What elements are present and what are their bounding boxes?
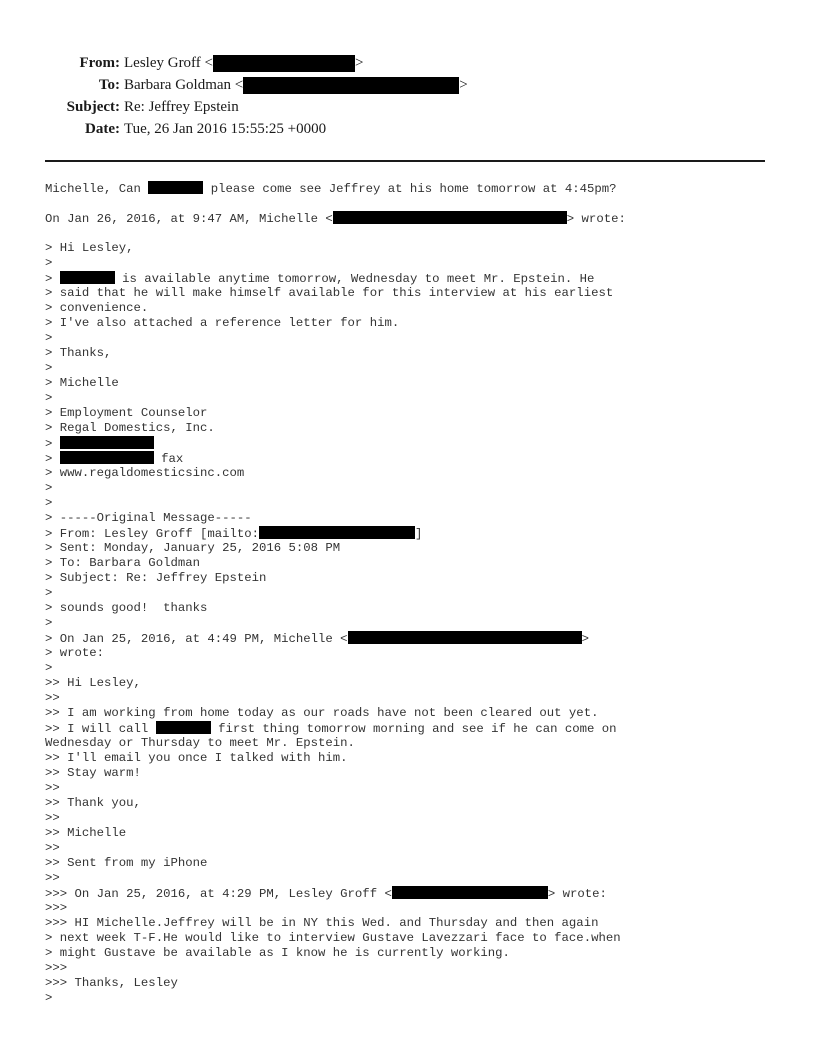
blank-line	[45, 196, 626, 211]
body-line	[45, 631, 626, 646]
body-line: >	[45, 361, 53, 375]
close-bracket: >	[459, 77, 468, 93]
body-line	[45, 271, 626, 286]
redaction	[348, 631, 582, 644]
email-body	[45, 181, 626, 1006]
body-line: >	[45, 586, 53, 600]
redaction	[392, 886, 548, 899]
to-row	[0, 74, 816, 96]
body-line: >>	[45, 811, 60, 825]
date-value: Tue, 26 Jan 2016 15:55:25 +0000	[124, 121, 327, 137]
text: first thing tomorrow morning and see if he can come on	[210, 722, 617, 736]
text: >> I will call	[45, 722, 156, 736]
blank-line	[45, 226, 626, 241]
text: > wrote:	[566, 212, 626, 226]
text: > On Jan 25, 2016, at 4:49 PM, Michelle <	[45, 632, 348, 646]
redaction	[60, 271, 115, 284]
body-line: Wednesday or Thursday to meet Mr. Epstein.	[45, 736, 355, 750]
body-line: > -----Original Message-----	[45, 511, 252, 525]
body-line: >> Sent from my iPhone	[45, 856, 208, 870]
body-line: >> Michelle	[45, 826, 127, 840]
body-line: >	[45, 256, 53, 270]
redaction	[243, 77, 459, 94]
body-line: > I've also attached a reference letter for him.	[45, 316, 400, 330]
body-line: >>	[45, 841, 60, 855]
body-line: > Regal Domestics, Inc.	[45, 421, 215, 435]
body-line	[45, 451, 626, 466]
body-line: >>	[45, 871, 60, 885]
close-bracket: >	[355, 55, 364, 71]
body-line: > Michelle	[45, 376, 119, 390]
header-divider	[45, 160, 765, 162]
text: Michelle, Can	[45, 182, 149, 196]
body-line: > said that he will make himself available for this interview at his earliest	[45, 286, 614, 300]
body-line: >	[45, 391, 53, 405]
body-line: >	[45, 481, 53, 495]
text: >	[45, 452, 60, 466]
body-line: > next week T-F.He would like to interview Gustave Lavezzari face to face.when	[45, 931, 621, 945]
text: >	[45, 272, 60, 286]
from-label: From:	[79, 55, 120, 71]
subject-row	[0, 96, 816, 118]
body-line: > To: Barbara Goldman	[45, 556, 200, 570]
body-line: >	[45, 991, 53, 1005]
from-name: Lesley Groff <	[124, 55, 213, 71]
body-line: > Employment Counselor	[45, 406, 208, 420]
body-line: >> Hi Lesley,	[45, 676, 141, 690]
body-line: >> Thank you,	[45, 796, 141, 810]
to-label: To:	[98, 77, 120, 93]
body-line	[45, 436, 626, 451]
body-line: >	[45, 496, 53, 510]
body-line	[45, 211, 626, 226]
body-line: >>> Thanks, Lesley	[45, 976, 178, 990]
text: please come see Jeffrey at his home tomorrow at 4:45pm?	[203, 182, 617, 196]
redaction	[213, 55, 355, 72]
body-line: >>	[45, 691, 60, 705]
body-line: >	[45, 616, 53, 630]
redaction	[259, 526, 415, 539]
text: fax	[153, 452, 184, 466]
redaction	[156, 721, 211, 734]
subject-label: Subject:	[66, 99, 120, 115]
body-line: >	[45, 331, 53, 345]
body-line	[45, 526, 626, 541]
redaction	[333, 211, 567, 224]
body-line: > Thanks,	[45, 346, 112, 360]
text: > From: Lesley Groff [mailto:	[45, 527, 260, 541]
body-line	[45, 181, 626, 196]
body-line: > Hi Lesley,	[45, 241, 134, 255]
subject-value: Re: Jeffrey Epstein	[124, 99, 239, 115]
date-row	[0, 118, 816, 140]
text: On Jan 26, 2016, at 9:47 AM, Michelle <	[45, 212, 333, 226]
body-line: >> Stay warm!	[45, 766, 141, 780]
body-line: >	[45, 661, 53, 675]
body-line: >>>	[45, 961, 68, 975]
from-value	[124, 52, 363, 74]
from-row	[0, 52, 816, 74]
body-line: > Sent: Monday, January 25, 2016 5:08 PM	[45, 541, 341, 555]
text: >>> On Jan 25, 2016, at 4:29 PM, Lesley Groff <	[45, 887, 392, 901]
body-line: >> I am working from home today as our roads have not been cleared out yet.	[45, 706, 599, 720]
redaction	[148, 181, 203, 194]
text: ]	[415, 527, 423, 541]
body-line: > wrote:	[45, 646, 105, 660]
body-line: >> I'll email you once I talked with him.	[45, 751, 348, 765]
text: > wrote:	[547, 887, 607, 901]
body-line	[45, 886, 626, 901]
body-line	[45, 721, 626, 736]
text: >	[581, 632, 589, 646]
body-line: >>> HI Michelle.Jeffrey will be in NY this Wed. and Thursday and then again	[45, 916, 599, 930]
body-line: > www.regaldomesticsinc.com	[45, 466, 245, 480]
body-line: > might Gustave be available as I know he is currently working.	[45, 946, 510, 960]
redaction	[60, 436, 154, 449]
body-line: > convenience.	[45, 301, 149, 315]
text: >	[45, 437, 60, 451]
text: is available anytime tomorrow, Wednesday to meet Mr. Epstein. He	[114, 272, 595, 286]
to-name: Barbara Goldman <	[124, 77, 244, 93]
body-line: > sounds good! thanks	[45, 601, 208, 615]
to-value	[124, 74, 468, 96]
date-label: Date:	[85, 121, 120, 137]
body-line: >>	[45, 781, 60, 795]
body-line: >>>	[45, 901, 68, 915]
redaction	[60, 451, 154, 464]
body-line: > Subject: Re: Jeffrey Epstein	[45, 571, 267, 585]
